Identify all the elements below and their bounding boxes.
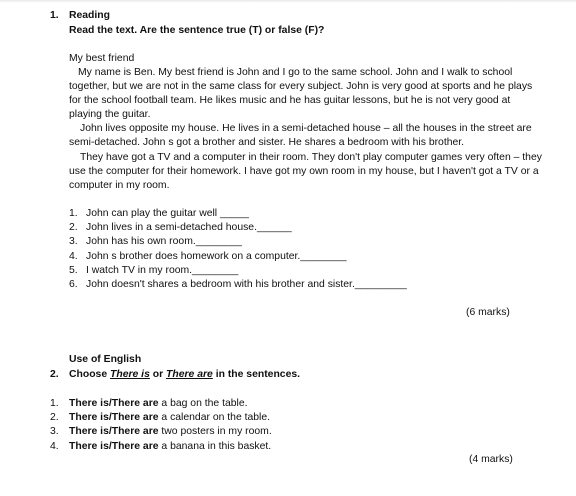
section-2-instruction [69,369,300,380]
statement-text: John lives in a semi-detached house.______ [86,222,292,234]
section-1-instruction: Read the text. Are the sentence true (T) or false (F)? [69,25,325,36]
page-top-edge [0,0,576,3]
option-there-is: There is [110,369,150,380]
instruction-or: or [149,369,167,380]
option-there-are: There are [166,369,213,380]
statement-text: John s brother does homework on a computer.________ [86,250,347,262]
exercise-choice: There is/There are [69,426,159,438]
statement-item [69,278,407,292]
exercise-number: 3. [50,426,59,438]
paragraph-2: John lives opposite my house. He lives in a semi-detached house – all the houses in the street are semi-detached. John s got a brother and sister. He shares a bedroom with his brother. [69,123,532,148]
paragraph-1: My name is Ben. My best friend is John and I go to the same school. John and I walk to school together, but we are not in the same class for every subject. John is very good at sports and he plays for the school football team. He likes music and he has guitar lessons, but he is not very good at playing the guitar. [69,67,533,120]
exercise-rest: two posters in my room. [158,426,272,438]
section-2-number: 2. [50,369,59,380]
statement-item [69,264,407,278]
section-2-marks: (4 marks) [469,454,513,465]
section-1-title: Reading [69,10,110,21]
statement-text: John has his own room.________ [86,236,242,248]
exercise-number: 1. [50,398,59,409]
exercise-number: 2. [50,412,59,424]
statement-item [69,207,407,221]
statement-number: 5. [69,264,78,276]
statement-number: 2. [69,222,78,234]
statement-number: 6. [69,278,78,290]
exercise-rest: a banana in this basket. [158,440,272,452]
instruction-text-end: in the sentences. [212,369,301,380]
statement-text: I watch TV in my room.________ [86,264,239,276]
section-1-marks: (6 marks) [466,307,510,318]
use-of-english-heading: Use of English [69,354,142,365]
exercise-item [50,411,272,425]
statement-number: 4. [69,250,78,262]
statement-item [69,221,407,235]
exercise-item [50,397,272,411]
section-1-number: 1. [50,10,59,21]
statement-number: 3. [69,236,78,248]
exercise-rest: a bag on the table. [158,398,248,409]
statement-item [69,235,407,249]
exercise-item [50,440,272,454]
paragraph-3: They have got a TV and a computer in their room. They don't play computer games very often – they use the computer for their homework. I have got my own room in my house, but I haven't got a TV or a computer in my room. [69,152,542,191]
text-title: My best friend [69,53,135,64]
use-of-english-list [50,397,272,454]
exercise-rest: a calendar on the table. [158,412,271,424]
statement-number: 1. [69,208,78,219]
statement-list [69,207,407,292]
statement-text: John can play the guitar well _____ [86,208,249,219]
exercise-choice: There is/There are [69,412,159,424]
exercise-choice: There is/There are [69,398,159,409]
exercise-number: 4. [50,440,59,452]
exercise-item [50,425,272,439]
statement-text: John doesn't shares a bedroom with his brother and sister._________ [86,278,407,290]
instruction-text: Choose [69,369,110,380]
exercise-choice: There is/There are [69,440,159,452]
statement-item [69,250,407,264]
